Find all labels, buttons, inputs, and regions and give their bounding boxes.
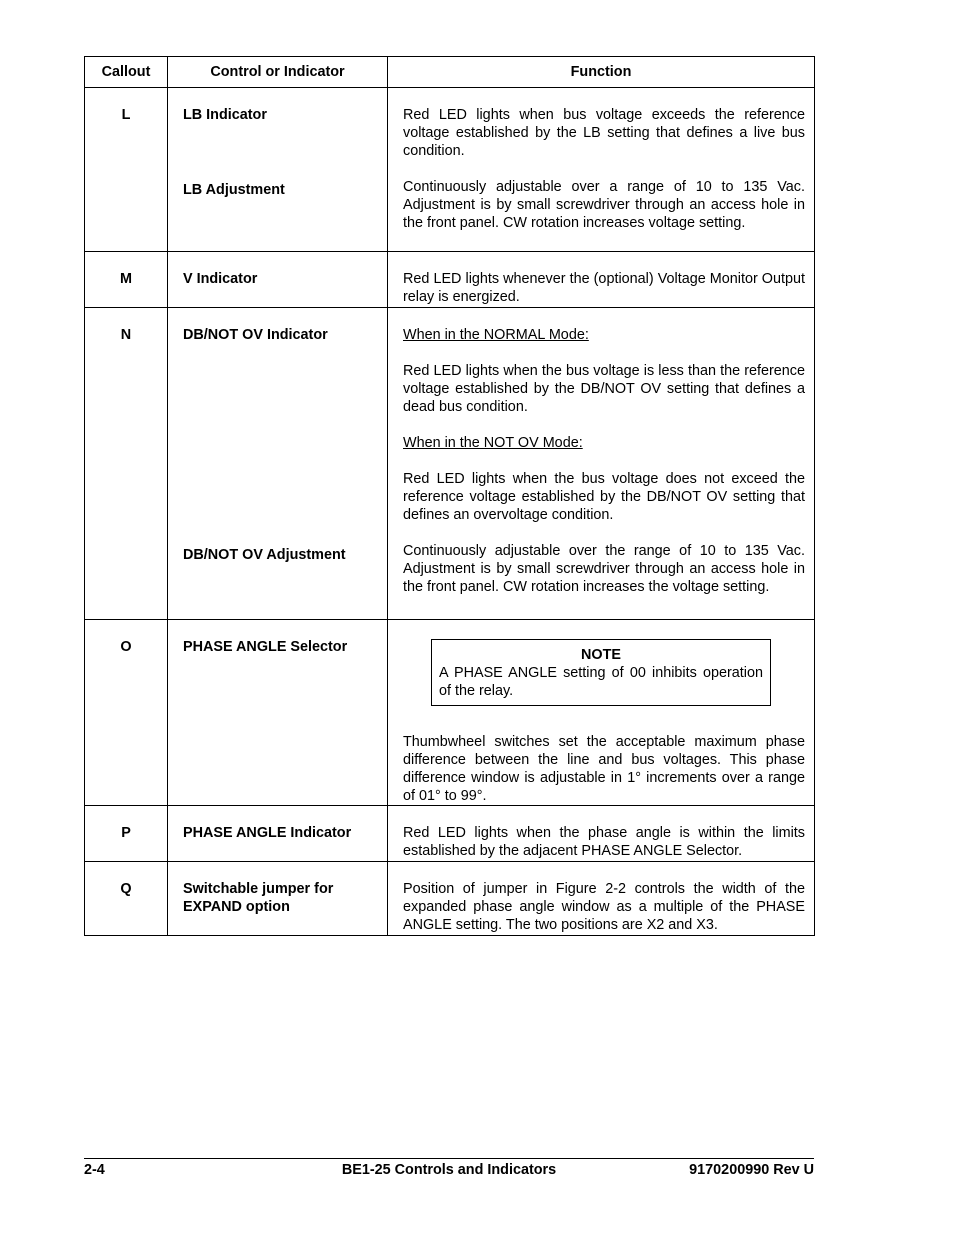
control-label: V Indicator (183, 271, 258, 287)
note-title: NOTE (581, 647, 621, 663)
controls-table-container (84, 56, 814, 936)
table-row (85, 620, 815, 806)
control-cell (168, 806, 388, 862)
function-cell (388, 308, 815, 620)
table-header-row (85, 57, 815, 88)
table-row (85, 862, 815, 936)
control-cell (168, 252, 388, 308)
callout-cell: Q (85, 862, 168, 936)
function-cell (388, 806, 815, 862)
table-row (85, 308, 815, 620)
function-cell (388, 88, 815, 252)
mode-heading: When in the NORMAL Mode: (403, 327, 589, 343)
control-label: PHASE ANGLE Selector (183, 639, 348, 655)
control-label: LB Indicator (183, 107, 267, 123)
table-row (85, 88, 815, 252)
control-label: DB/NOT OV Adjustment (183, 547, 346, 563)
header-control-or-indicator: Control or Indicator (168, 57, 388, 88)
header-callout: Callout (85, 57, 168, 88)
callout-cell: L (85, 88, 168, 252)
control-cell (168, 88, 388, 252)
control-cell (168, 308, 388, 620)
controls-indicators-table (84, 56, 815, 936)
control-cell (168, 620, 388, 806)
section-title: BE1-25 Controls and Indicators (341, 1162, 557, 1178)
note-box (431, 639, 771, 706)
control-label: Switchable jumper for EXPAND option (183, 881, 334, 915)
note-text: A PHASE ANGLE setting of 00 inhibits operation of the relay. (439, 665, 763, 699)
function-text: Red LED lights when the bus voltage is less than the reference voltage established by the DB/NOT OV setting that defines a dead bus condition. (403, 363, 805, 415)
page-number: 2-4 (84, 1162, 105, 1178)
function-text: Thumbwheel switches set the acceptable maximum phase difference between the line and bus voltages. This phase difference window is adjustable in 1° increments over a range of 01° to 99°. (403, 734, 805, 804)
mode-heading: When in the NOT OV Mode: (403, 435, 583, 451)
function-text: Position of jumper in Figure 2-2 controls the width of the expanded phase angle window as a multiple of the PHASE ANGLE setting. The two positions are X2 and X3. (403, 881, 805, 933)
function-text: Red LED lights when bus voltage exceeds the reference voltage established by the LB setting that defines a live bus condition. (403, 107, 805, 159)
function-text: Red LED lights whenever the (optional) Voltage Monitor Output relay is energized. (403, 271, 805, 305)
function-cell (388, 252, 815, 308)
header-function: Function (388, 57, 815, 88)
table-row (85, 806, 815, 862)
control-label: LB Adjustment (183, 182, 285, 198)
control-cell (168, 862, 388, 936)
document-number: 9170200990 Rev U (689, 1162, 814, 1178)
control-label: DB/NOT OV Indicator (183, 327, 328, 343)
control-label: PHASE ANGLE Indicator (183, 825, 352, 841)
function-text: Red LED lights when the bus voltage does not exceed the reference voltage established by the DB/NOT OV setting that defines an overvoltage condition. (403, 471, 805, 523)
callout-cell: O (85, 620, 168, 806)
function-cell (388, 620, 815, 806)
callout-cell: P (85, 806, 168, 862)
callout-cell: M (85, 252, 168, 308)
callout-cell: N (85, 308, 168, 620)
function-text: Red LED lights when the phase angle is within the limits established by the adjacent PHASE ANGLE Selector. (403, 825, 805, 859)
function-text: Continuously adjustable over a range of 10 to 135 Vac. Adjustment is by small screwdriver through an access hole in the front panel. CW rotation increases voltage setting. (403, 179, 805, 231)
table-row (85, 252, 815, 308)
function-text: Continuously adjustable over the range of 10 to 135 Vac. Adjustment is by small screwdriver through an access hole in the front panel. CW rotation increases the voltage setting. (403, 543, 805, 595)
page-footer (84, 1158, 814, 1181)
function-cell (388, 862, 815, 936)
